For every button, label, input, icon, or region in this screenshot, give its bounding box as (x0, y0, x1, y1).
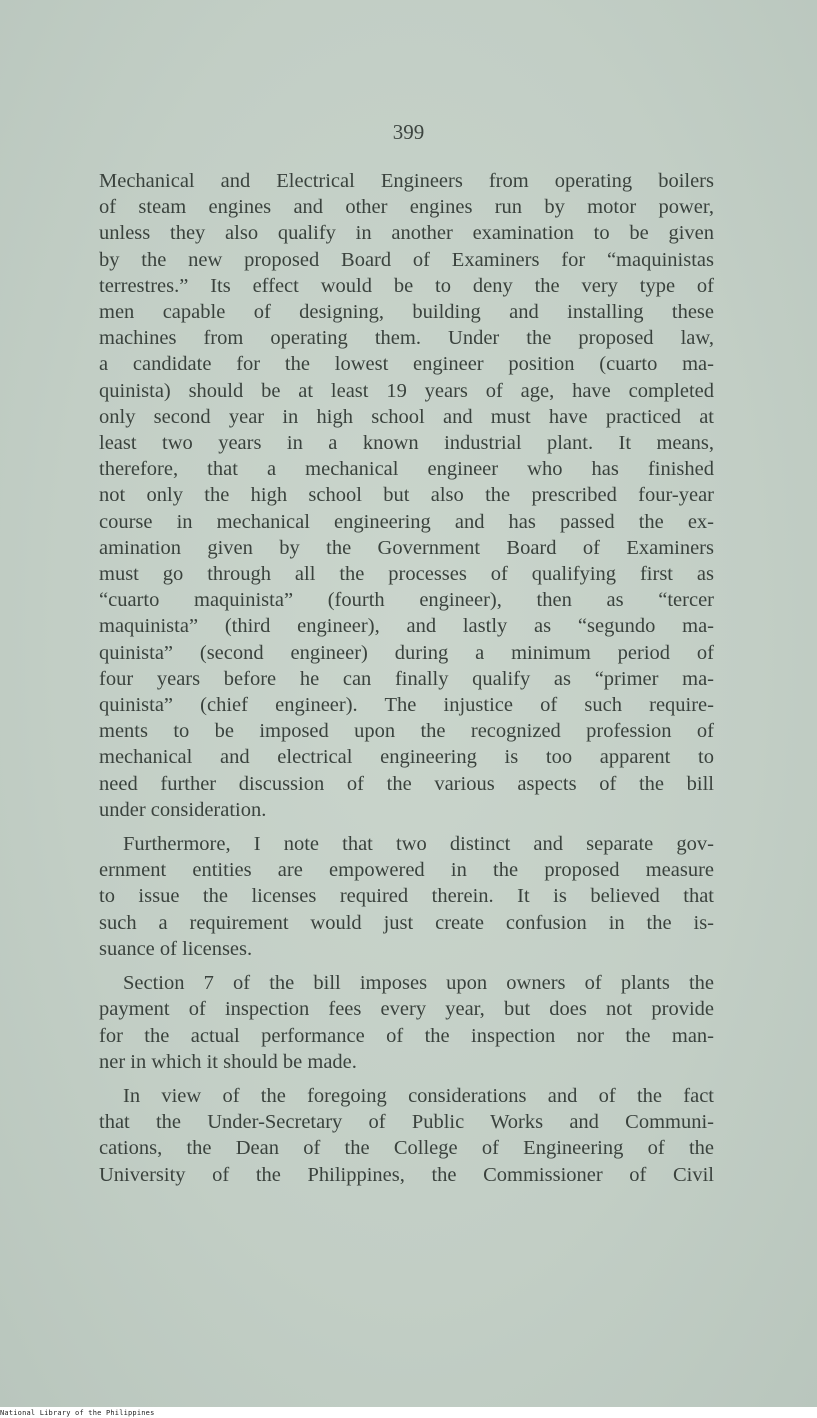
text-line: men capable of designing, building and installing these (99, 301, 714, 324)
text-line: therefore, that a mechanical engineer who has finished (99, 458, 714, 481)
text-line: to issue the licenses required therein. It is believed that (99, 885, 714, 908)
text-line: terrestres.” Its effect would be to deny the very type of (99, 274, 714, 297)
text-line: of steam engines and other engines run by motor power, (99, 196, 714, 219)
paragraph (99, 1083, 714, 1188)
footer-credit: National Library of the Philippines (0, 1409, 155, 1417)
text-line: unless they also qualify in another examination to be given (99, 222, 714, 245)
text-line: maquinista” (third engineer), and lastly as “segundo ma- (99, 615, 714, 638)
text-line: not only the high school but also the prescribed four-year (99, 484, 714, 507)
text-line: four years before he can finally qualify as “primer ma- (99, 667, 714, 690)
text-line: such a requirement would just create confusion in the is- (99, 911, 714, 934)
paragraph (99, 970, 714, 1075)
text-line: Furthermore, I note that two distinct and separate gov- (123, 833, 714, 856)
text-line: only second year in high school and must have practiced at (99, 405, 714, 428)
text-line: ments to be imposed upon the recognized profession of (99, 720, 714, 743)
text-line: quinista” (chief engineer). The injustice of such require- (99, 694, 714, 717)
text-line: must go through all the processes of qualifying first as (99, 563, 714, 586)
paragraph (99, 168, 714, 823)
text-line: cations, the Dean of the College of Engineering of the (99, 1137, 714, 1160)
text-line: mechanical and electrical engineering is too apparent to (99, 746, 714, 769)
text-line: by the new proposed Board of Examiners for “maquinistas (99, 248, 714, 271)
page-number: 399 (392, 120, 425, 144)
text-line: ner in which it should be made. (99, 1050, 357, 1073)
paragraph (99, 831, 714, 962)
text-line: need further discussion of the various aspects of the bill (99, 772, 714, 795)
text-line: amination given by the Government Board of Examiners (99, 536, 714, 559)
text-line: payment of inspection fees every year, but does not provide (99, 998, 714, 1021)
text-line: quinista) should be at least 19 years of age, have completed (99, 379, 714, 402)
text-line: suance of licenses. (99, 937, 253, 960)
text-line: Mechanical and Electrical Engineers from operating boilers (99, 170, 714, 192)
text-line: University of the Philippines, the Commissioner of Civil (99, 1163, 714, 1186)
text-line: least two years in a known industrial plant. It means, (99, 432, 714, 455)
text-line: In view of the foregoing considerations and of the fact (123, 1084, 714, 1107)
body-text (99, 168, 714, 1196)
text-line: “cuarto maquinista” (fourth engineer), then as “tercer (99, 589, 714, 612)
text-line: course in mechanical engineering and has passed the ex- (99, 510, 714, 533)
text-line: a candidate for the lowest engineer position (cuarto ma- (99, 353, 714, 376)
text-line: ernment entities are empowered in the proposed measure (99, 859, 714, 882)
text-line: under consideration. (99, 798, 267, 821)
text-line: that the Under-Secretary of Public Works and Communi- (99, 1111, 714, 1134)
text-line: Section 7 of the bill imposes upon owners of plants the (123, 972, 714, 995)
text-line: for the actual performance of the inspection nor the man- (99, 1024, 714, 1047)
text-line: quinista” (second engineer) during a minimum period of (99, 641, 714, 664)
text-line: machines from operating them. Under the proposed law, (99, 327, 714, 350)
